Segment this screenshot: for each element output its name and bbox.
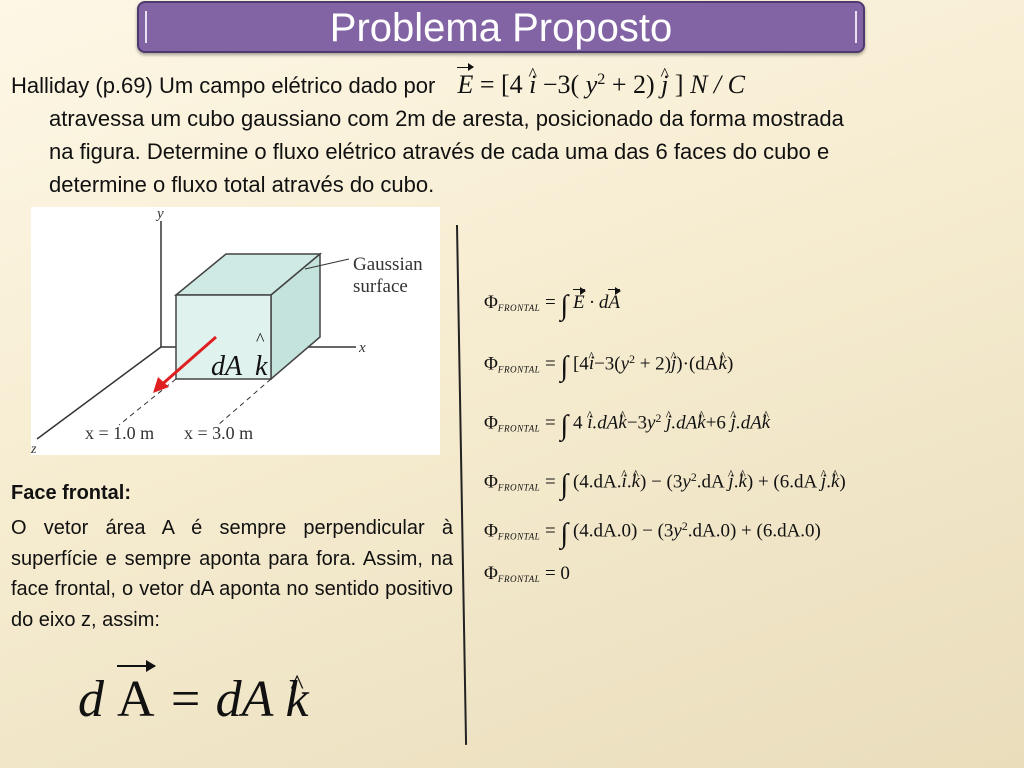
eq-part: . [626, 471, 632, 493]
phi-symbol: Φ [484, 353, 498, 375]
k-hat: ^ k [618, 410, 626, 436]
gaussian-cube-figure [31, 207, 440, 455]
eq-part: −3 [626, 412, 648, 434]
field-eq-part: −3( [542, 69, 580, 99]
intro-line-3: na figura. Determine o fluxo elétrico através de cada uma das 6 faces do cubo e [49, 138, 830, 164]
phi-symbol: Φ [484, 520, 498, 542]
big-eq-k-hat: ^ k [285, 668, 308, 732]
k-label: k [255, 351, 268, 382]
x-axis-label: x [359, 340, 366, 356]
eq-part: .dA [592, 412, 619, 434]
intro-line-2: atravessa um cubo gaussiano com 2m de aresta, posicionado da forma mostrada [49, 105, 844, 131]
integral-sign: ∫ [560, 518, 569, 550]
big-eq-part: = dA [154, 671, 273, 728]
phi-subscript: FRONTAL [497, 364, 541, 375]
i-hat: ^ i [589, 351, 594, 377]
eq-part: (4.dA. [572, 471, 622, 493]
eq-part: · d [584, 292, 609, 313]
da-label: dA [211, 351, 243, 382]
i-hat: ^ i [587, 410, 592, 436]
phi-symbol: Φ [484, 563, 498, 584]
k-hat: ^ k [719, 351, 727, 377]
e-vector: E [573, 290, 585, 316]
title-bar [137, 1, 865, 53]
phi-subscript: FRONTAL [497, 531, 541, 542]
y-axis-label: y [157, 207, 164, 222]
flux-line-5 [484, 514, 821, 550]
eq-part: −3( [594, 353, 621, 375]
integral-sign: ∫ [560, 351, 569, 383]
field-eq-unit: N / C [690, 69, 745, 99]
k-hat: ^ k [632, 469, 640, 495]
e-vector: E [457, 69, 474, 99]
flux-line-2 [484, 347, 733, 383]
intro-line-1: Halliday (p.69) Um campo elétrico dado por [11, 72, 436, 98]
flux-line-1 [484, 290, 620, 321]
eq-y: y [647, 412, 656, 434]
page-title: Problema Proposto [329, 6, 673, 50]
field-eq-part: = [4 [479, 69, 523, 99]
i-hat: ^ i [622, 469, 627, 495]
flux-line-6 [484, 561, 570, 592]
phi-symbol: Φ [484, 471, 498, 493]
k-hat: ^ k [697, 410, 705, 436]
k-hat: ^ k [738, 469, 746, 495]
eq-y: y [673, 520, 682, 542]
field-eq-exp: 2 [597, 71, 606, 88]
face-description: O vetor área A é sempre perpendicular à superfície e sempre aponta para fora. Assim, na face frontal, o vetor dA aponta no sentido positivo do eixo z, assim: [11, 517, 453, 631]
equals-sign: = [544, 412, 556, 434]
big-eq-d: d [78, 671, 104, 728]
eq-part: [4 [572, 353, 589, 375]
phi-subscript: FRONTAL [497, 574, 541, 585]
big-eq-a-vector: A [117, 668, 155, 732]
field-eq-part: ] [674, 69, 684, 99]
eq-part: ) − (3 [640, 471, 683, 493]
face-title: Face frontal: [11, 482, 132, 504]
eq-exp: 2 [655, 412, 662, 425]
j-hat: ^ j [661, 68, 668, 101]
surface-label-1: Gaussian [353, 254, 423, 275]
j-hat: ^ j [821, 469, 826, 495]
phi-symbol: Φ [484, 412, 498, 434]
x1-label: x = 1.0 m [85, 423, 155, 443]
eq-part: ) [839, 471, 846, 493]
a-vector: A [608, 290, 620, 316]
eq-exp: 2 [681, 520, 688, 533]
eq-part: .dA [671, 412, 698, 434]
field-eq-part: + 2) [611, 69, 655, 99]
integral-sign: ∫ [560, 290, 569, 322]
eq-y: y [682, 471, 691, 493]
field-equation [457, 70, 745, 99]
equals-sign: = [544, 563, 556, 584]
flux-line-4 [484, 465, 846, 501]
i-hat: ^ i [529, 68, 536, 101]
j-hat: ^ j [728, 469, 733, 495]
eq-part: ) + (6.dA [746, 471, 817, 493]
problem-statement [11, 63, 1011, 201]
flux-line-3 [484, 406, 770, 442]
eq-part: + 2) [634, 353, 672, 375]
equals-sign: = [544, 292, 556, 313]
da-equation [78, 668, 309, 732]
eq-part: 4 [572, 412, 583, 434]
j-hat: ^ j [671, 351, 676, 377]
cube-diagram [31, 207, 440, 455]
j-hat: ^ j [666, 410, 671, 436]
integral-sign: ∫ [560, 469, 569, 501]
eq-part: )·(dA [676, 353, 719, 375]
equals-sign: = [544, 353, 556, 375]
eq-part: .dA [696, 471, 724, 493]
eq-part: (4.dA.0) − (3 [572, 520, 674, 542]
j-hat: ^ j [731, 410, 736, 436]
eq-part: ) [726, 353, 734, 375]
eq-part: . [733, 471, 739, 493]
field-eq-y: y [585, 69, 598, 99]
phi-subscript: FRONTAL [497, 303, 541, 314]
eq-exp: 2 [629, 353, 635, 366]
phi-symbol: Φ [484, 292, 498, 313]
k-hat-glyph: ^ [256, 329, 265, 349]
eq-part: +6 [705, 412, 726, 434]
surface-label-2: surface [353, 276, 408, 297]
projection-line-2 [218, 379, 271, 425]
eq-result: 0 [560, 563, 570, 584]
k-hat: ^ k [831, 469, 839, 495]
equals-sign: = [544, 471, 556, 493]
x3-label: x = 3.0 m [184, 423, 254, 443]
phi-subscript: FRONTAL [497, 482, 541, 493]
eq-part: . [826, 471, 831, 493]
z-axis-label: z [31, 442, 37, 455]
column-divider [456, 225, 467, 745]
eq-y: y [620, 353, 630, 375]
eq-part: .dA [735, 412, 762, 434]
equals-sign: = [544, 520, 556, 542]
eq-part: .dA.0) + (6.dA.0) [687, 520, 821, 542]
intro-line-4: determine o fluxo total através do cubo. [49, 171, 435, 197]
k-hat: ^ k [762, 410, 770, 436]
phi-subscript: FRONTAL [497, 423, 541, 434]
eq-exp: 2 [690, 471, 697, 484]
integral-sign: ∫ [560, 410, 569, 442]
